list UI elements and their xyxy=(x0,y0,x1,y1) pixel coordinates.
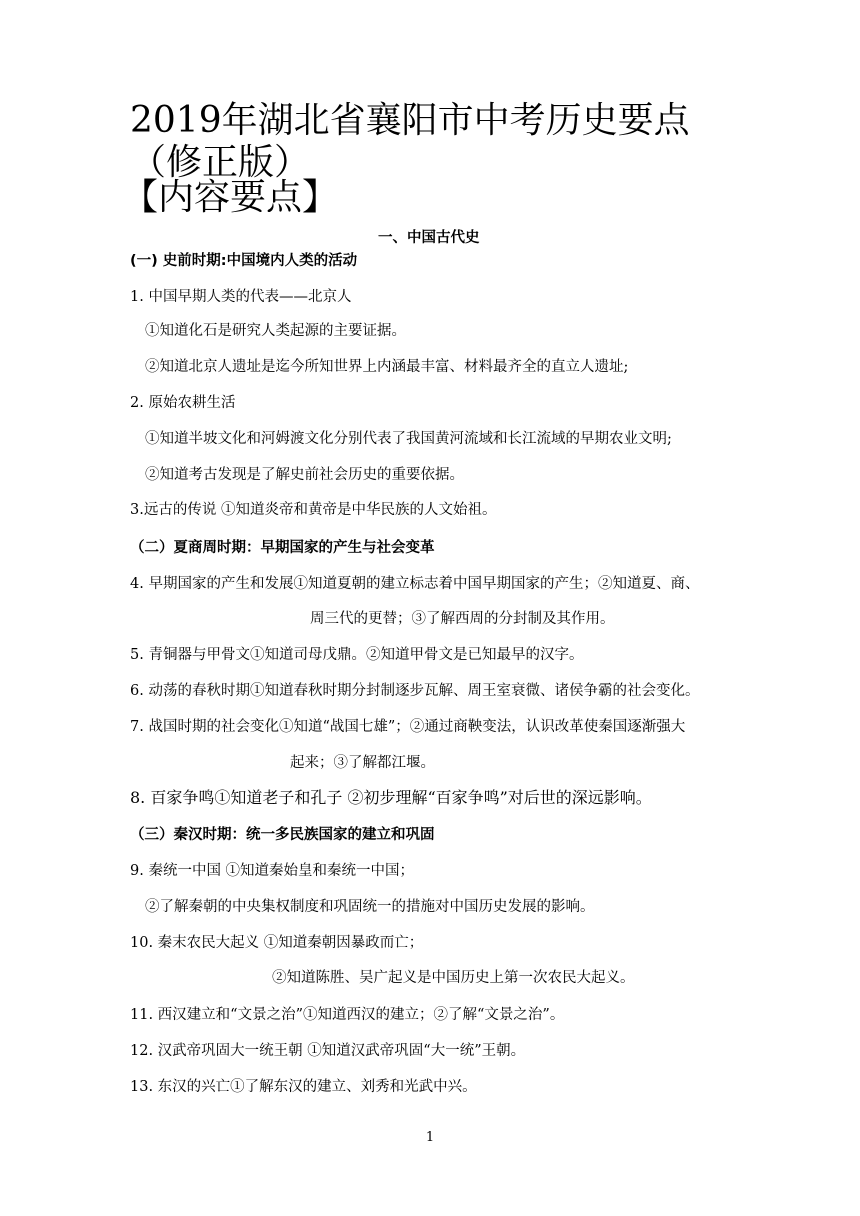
page-title: 2019年湖北省襄阳市中考历史要点（修正版） xyxy=(130,100,690,183)
list-item: ②知道考古发现是了解史前社会历史的重要依据。 xyxy=(145,467,464,483)
list-item: ①知道半坡文化和河姆渡文化分别代表了我国黄河流域和长江流域的早期农业文明; xyxy=(145,431,672,447)
subsection-heading: （三）秦汉时期：统一多民族国家的建立和巩固 xyxy=(130,827,435,843)
list-item: 11. 西汉建立和“文景之治”①知道西汉的建立；②了解“文景之治”。 xyxy=(130,1007,565,1023)
list-item: 2. 原始农耕生活 xyxy=(130,395,236,411)
list-item: 13. 东汉的兴亡①了解东汉的建立、刘秀和光武中兴。 xyxy=(130,1079,477,1095)
list-item: 9. 秦统一中国 ①知道秦始皇和秦统一中国； xyxy=(130,863,415,879)
list-item: 5. 青铜器与甲骨文①知道司母戊鼎。②知道甲骨文是已知最早的汉字。 xyxy=(130,647,584,663)
list-item: 10. 秦末农民大起义 ①知道秦朝因暴政而亡； xyxy=(130,935,424,951)
subsection-heading: （二）夏商周时期：早期国家的产生与社会变革 xyxy=(130,540,435,556)
list-item: ②知道北京人遗址是迄今所知世界上内涵最丰富、材料最齐全的直立人遗址; xyxy=(145,359,629,375)
list-item: 12. 汉武帝巩固大一统王朝 ①知道汉武帝巩固“大一统”王朝。 xyxy=(130,1043,526,1059)
section-heading: 一、中国古代史 xyxy=(378,230,480,246)
list-item: 6. 动荡的春秋时期①知道春秋时期分封制逐步瓦解、周王室衰微、诸侯争霸的社会变化。 xyxy=(130,683,700,699)
list-item: 3.远古的传说 ①知道炎帝和黄帝是中华民族的人文始祖。 xyxy=(130,502,497,518)
list-item: ②了解秦朝的中央集权制度和巩固统一的措施对中国历史发展的影响。 xyxy=(145,899,595,915)
list-item: ①知道化石是研究人类起源的主要证据。 xyxy=(145,323,406,339)
list-item: ②知道陈胜、吴广起义是中国历史上第一次农民大起义。 xyxy=(272,970,635,986)
page-number: 1 xyxy=(425,1130,435,1145)
content-heading: 【内容要点】 xyxy=(122,177,339,218)
list-item: 8. 百家争鸣①知道老子和孔子 ②初步理解“百家争鸣”对后世的深远影响。 xyxy=(130,788,652,807)
list-item: 周三代的更替；③了解西周的分封制及其作用。 xyxy=(310,611,615,627)
subsection-heading: (一) 史前时期:中国境内人类的活动 xyxy=(130,253,358,269)
list-item: 起来；③了解都江堰。 xyxy=(290,755,435,771)
list-item: 1. 中国早期人类的代表——北京人 xyxy=(130,289,352,305)
list-item: 4. 早期国家的产生和发展①知道夏朝的建立标志着中国早期国家的产生；②知道夏、商、 xyxy=(130,576,700,592)
list-item: 7. 战国时期的社会变化①知道“战国七雄”；②通过商鞅变法，认识改革使秦国逐渐强大 xyxy=(130,719,686,735)
